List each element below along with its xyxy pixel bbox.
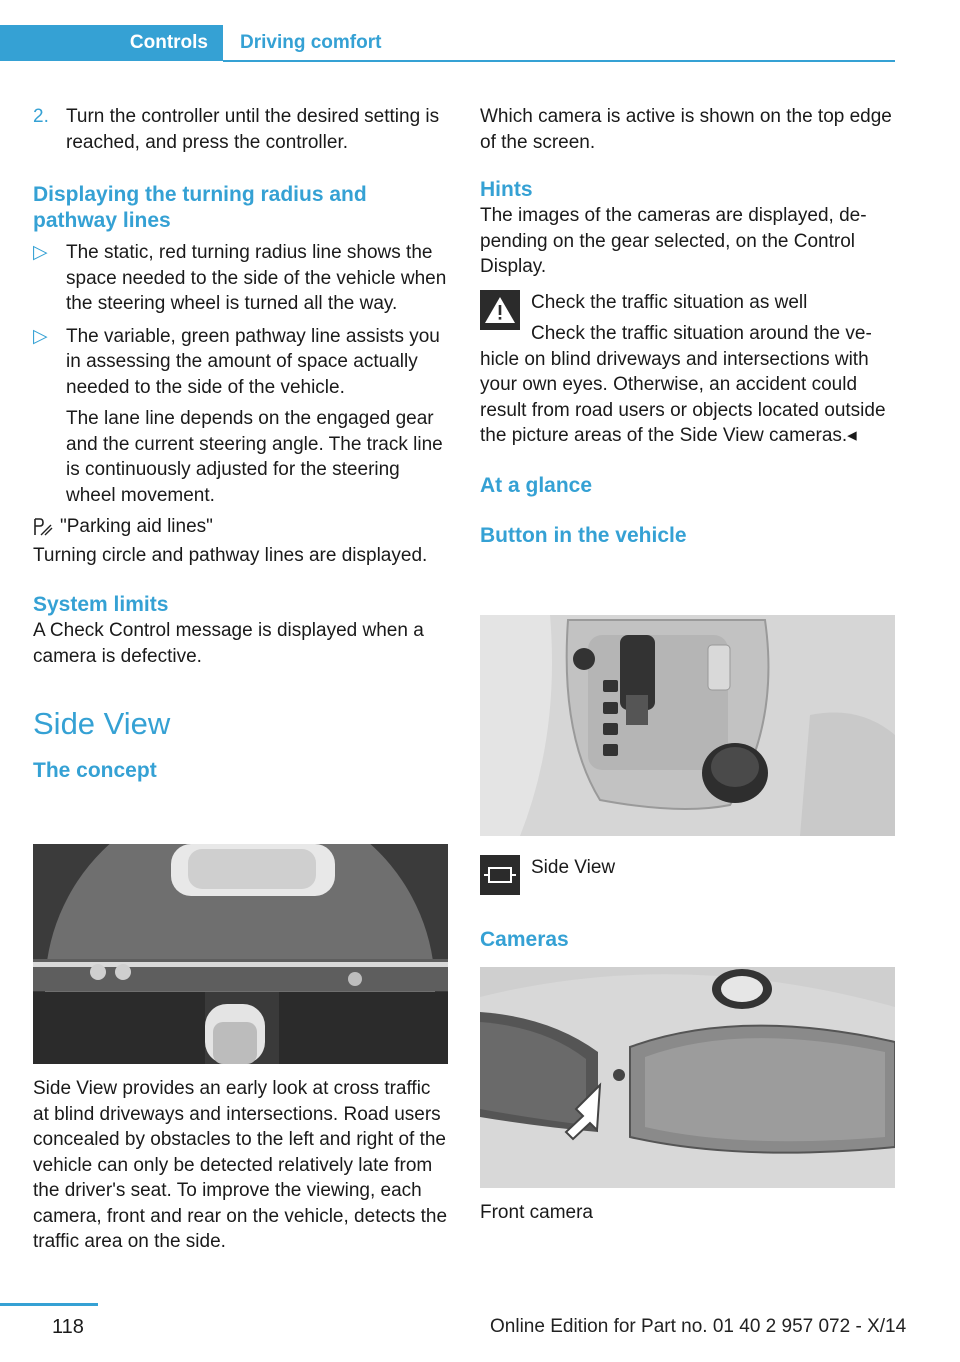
- side-view-button-icon: [480, 855, 520, 895]
- front-camera-illustration: [480, 967, 895, 1188]
- turning-circle-text: Turning circle and pathway lines are displayed.: [33, 544, 428, 566]
- heading-hints: Hints: [480, 178, 533, 201]
- left-column: [33, 104, 448, 784]
- bullet-static-line: [33, 240, 448, 317]
- concept-text: Side View provides an early look at cross traffic at blind driveways and intersections. Road users concealed by obstacles to the left and right of the vehicle can only be detected relatively late from the driver's seat. To improve the viewing, each camera, front and rear on the vehicle, detects the traffic area on the side.: [33, 1078, 448, 1252]
- warning-first-line: Check the traffic situation around the ve-: [531, 323, 872, 344]
- edition-text: Online Edition for Part no. 01 40 2 957 072 - X/14: [490, 1316, 907, 1337]
- console-image: [480, 615, 895, 836]
- bullet-variable-text: The variable, green pathway line assists you in assessing the amount of space actually needed to the side of the vehicle.: [66, 325, 440, 398]
- console-illustration: [480, 615, 895, 836]
- bullet-marker: ▷: [33, 242, 48, 263]
- heading-at-a-glance: At a glance: [480, 473, 593, 497]
- heading-concept: The concept: [33, 759, 157, 782]
- step-2-text: Turn the controller until the desired setting is reached, and press the controller.: [66, 106, 440, 153]
- warning-block: [480, 290, 895, 347]
- warning-title: Check the traffic situation as well: [531, 291, 808, 313]
- system-limits-text: A Check Control message is displayed when a camera is defective.: [33, 620, 424, 667]
- header-tab-driving-comfort: Driving comfort: [240, 32, 382, 53]
- hints-text: The images of the cameras are displayed, depending on the gear selected, on the Control Display.: [480, 205, 867, 277]
- warning-triangle-icon: [480, 290, 520, 330]
- bullet-static-text: The static, red turning radius line shows the space needed to the side of the vehicle when the steering wheel is turned all the way.: [66, 242, 447, 314]
- heading-button-in-vehicle: Button in the vehicle: [480, 523, 687, 547]
- front-camera-caption: Front camera: [480, 1202, 593, 1223]
- concept-image: [33, 844, 448, 1064]
- warning-text: hicle on blind driveways and intersections with your own eyes. Otherwise, an accident could result from road users or objects located outside the picture areas of the Side View cameras.◂: [480, 348, 886, 446]
- parking-lines-icon: [33, 517, 53, 537]
- heading-system-limits: System limits: [33, 593, 169, 616]
- title-side-view: Side View: [33, 706, 171, 741]
- page-number: 118: [52, 1316, 84, 1338]
- step-2: [33, 104, 448, 155]
- parking-aid-lines-label: "Parking aid lines": [60, 516, 213, 537]
- footer-rule: [0, 1303, 98, 1306]
- concept-illustration: [33, 844, 448, 1064]
- bullet-variable-line: [33, 324, 448, 509]
- bullet-variable-extra: The lane line depends on the engaged gear and the current steering angle. The track line is continuously adjusted for the steering wheel movement.: [66, 408, 443, 506]
- heading-turning-radius: Displaying the turning radius and pathway lines: [33, 183, 367, 232]
- header-rule: [223, 60, 895, 62]
- step-number: 2.: [33, 106, 49, 127]
- front-camera-image: [480, 967, 895, 1188]
- right-column: [480, 104, 895, 549]
- active-camera-text: Which camera is active is shown on the top edge of the screen.: [480, 106, 892, 153]
- bullet-marker: ▷: [33, 325, 48, 347]
- side-view-button-label: Side View: [531, 857, 616, 878]
- parking-aid-lines-row: [33, 514, 448, 540]
- heading-cameras: Cameras: [480, 928, 569, 951]
- header-tab-controls: Controls: [0, 25, 223, 61]
